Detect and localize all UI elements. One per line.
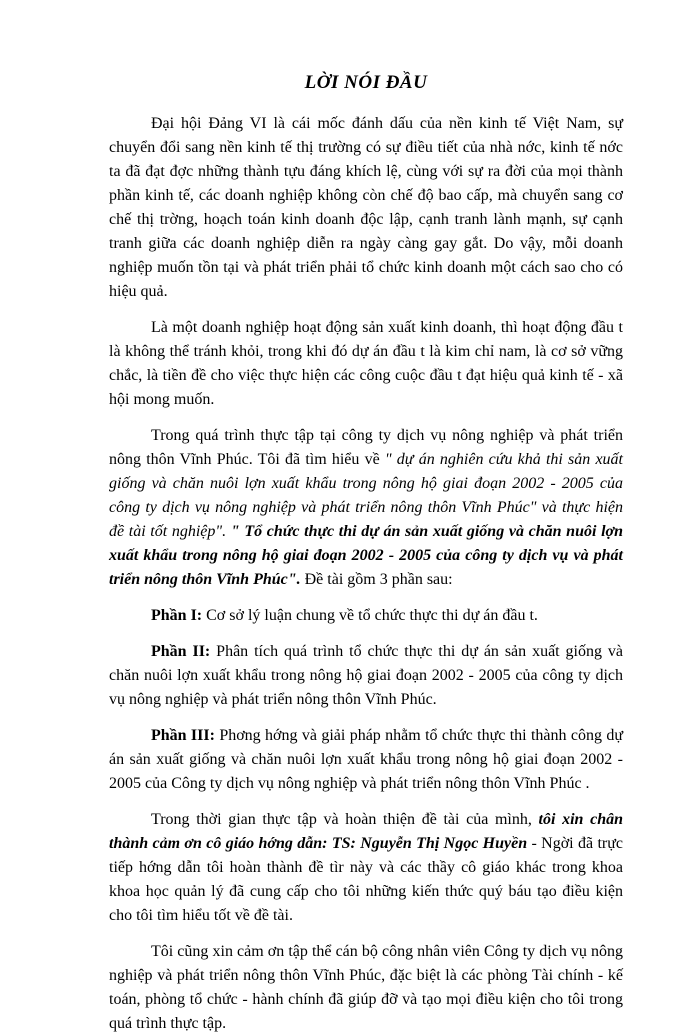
page-title: LỜI NÓI ĐẦU [304, 72, 428, 93]
advisor-thanks: tôi xin chân thành cảm ơn cô giáo hớng dẫn: TS: Nguyễn Thị Ngọc Huyền [109, 811, 623, 852]
part-3 [109, 724, 623, 796]
thanks-lead: Trong thời gian thực tập và hoàn thiện đề tài của mình, [151, 811, 539, 828]
part-2-label: Phần II: [151, 643, 211, 660]
internship-text: Trong quá trình thực tập tại công ty dịch vụ nông nghiệp và phát triển nông thôn Vĩnh Phúc. Tôi đã tìm hiểu về [109, 427, 623, 468]
paragraph-thanks-company: Tôi cũng xin cảm ơn tập thể cán bộ công nhân viên Công ty dịch vụ nông nghiệp và phát triển nông thôn Vĩnh Phúc, đặc biệt là các phòng Tài chính - kế toán, phòng tổ chức - hành chính đã giúp đỡ và tạo mọi điều kiện cho tôi trong quá trình thực tập. [109, 943, 623, 1032]
thesis-title: " Tổ chức thực thi dự án sản xuất giống và chăn nuôi lợn xuất khẩu trong nông hộ giai đoạn 2002 - 2005 của công ty dịch vụ và phát triển nông thôn Vĩnh Phúc". [109, 523, 623, 588]
paragraph-investment: Là một doanh nghiệp hoạt động sản xuất kinh doanh, thì hoạt động đầu t là không thể tránh khỏi, trong khi đó dự án đầu t là kim chỉ nam, là cơ sở vững chắc, là tiền đề cho việc thực hiện các công cuộc đầu t đạt hiệu quả kinh tế - xã hội mong muốn. [109, 319, 623, 408]
paragraph-intro: Đại hội Đảng VI là cái mốc đánh dấu của nền kinh tế Việt Nam, sự chuyển đổi sang nền kinh tế thị trường có sự điều tiết của nhà nớc, kinh tế nớc ta đã đạt đợc những thành tựu đáng khích lệ, cùng với sự ra đời của mọi thành phần kinh tế, các doanh nghiệp không còn chế độ bao cấp, mà chuyển sang cơ chế thị trờng, hoạch toán kinh doanh độc lập, cạnh tranh lành mạnh, sự cạnh tranh giữa các doanh nghiệp diễn ra ngày càng gay gắt. Do vậy, mỗi doanh nghiệp muốn tồn tại và phát triển phải tổ chức kinh doanh một cách sao cho có hiệu quả. [109, 115, 623, 300]
part-3-label: Phần III: [151, 727, 215, 744]
part-1-text: Cơ sở lý luận chung về tổ chức thực thi dự án đầu t. [202, 607, 538, 624]
thanks-rest: - Ngời đã trực tiếp hớng dẫn tôi hoàn thành đề tìr này và các thầy cô giáo khác trong khoa khoa học quản lý đã cung cấp cho tôi những kiến thức quý báu tạo điều kiện cho tôi tìm hiểu tốt về đề tài. [109, 835, 624, 924]
part-2-text: Phân tích quá trình tổ chức thực thi dự án sản xuất giống và chăn nuôi lợn xuất khẩu trong nông hộ giai đoạn 2002 - 2005 của công ty dịch vụ nông nghiệp và phát triển nông thôn Vĩnh Phúc. [109, 643, 623, 708]
part-3-text: Phơng hớng và giải pháp nhằm tổ chức thực thi thành công dự án sản xuất giống và chăn nuôi lợn xuất khẩu trong nông hộ giai đoạn 2002 - 2005 của Công ty dịch vụ nông nghiệp và phát triển nông thôn Vĩnh Phúc . [109, 727, 624, 792]
paragraph-thanks-advisor [109, 808, 623, 928]
paragraph-internship [109, 424, 623, 592]
part-1-label: Phần I: [151, 607, 203, 624]
parts-intro: Đề tài gồm 3 phần sau: [300, 571, 453, 588]
part-2 [109, 640, 623, 712]
project-title-italic: " dự án nghiên cứu khả thi sản xuất giống và chăn nuôi lợn xuất khẩu trong nông hộ giai đoạn 2002 - 2005 của công ty dịch vụ nông nghiệp và phát triển nông thôn Vĩnh Phúc" và thực hiện đề tài tốt nghiệp". [109, 451, 623, 540]
part-1 [109, 604, 623, 628]
